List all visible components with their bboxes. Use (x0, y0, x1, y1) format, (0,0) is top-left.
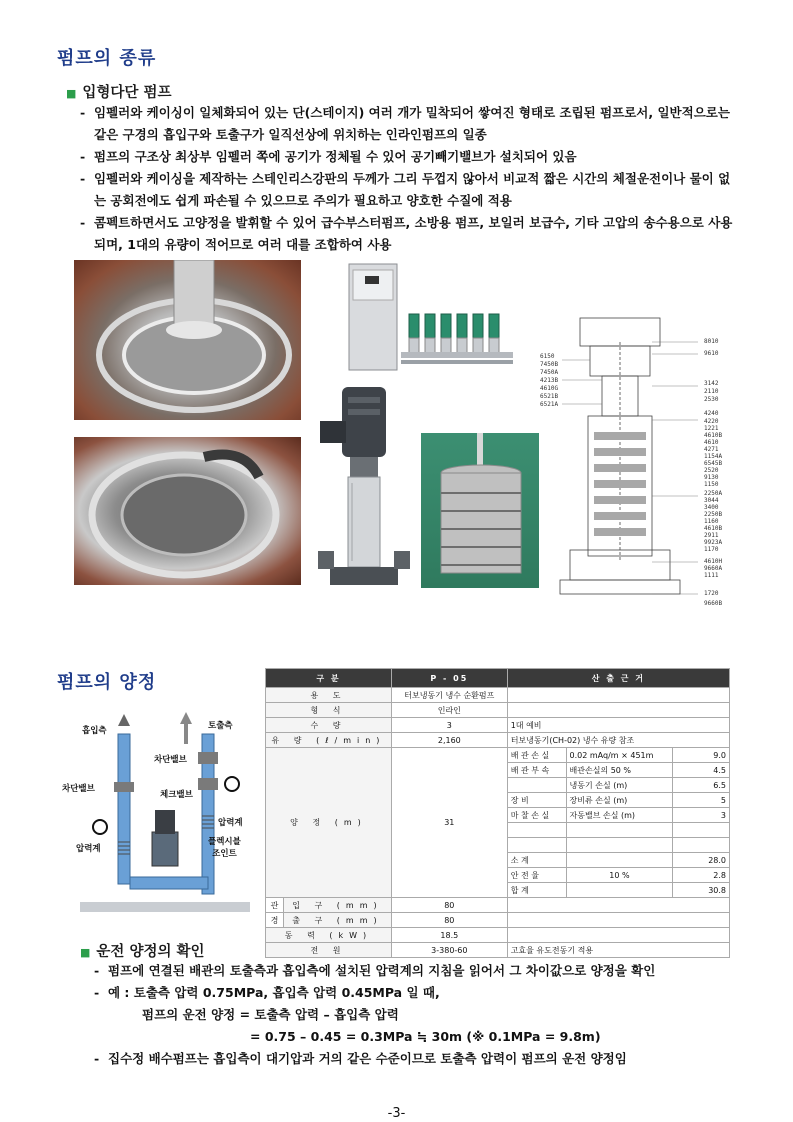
part-number-label: 4213B (540, 377, 559, 384)
stacked-impellers-drawing (421, 433, 539, 588)
table-row-head: 양 정 (m) 31 배 관 손 실 0.02 mAq/m × 451m 9.0 (266, 748, 730, 763)
bullet-item: - 임펠러와 케이싱이 일체화되어 있는 단(스테이지) 여러 개가 밀착되어 쌓여진 형태로 조립된 펌프로서, 일반적으로는 같은 구경의 흡입구와 토출구가 일직선상에 위치하는 인라인펌프의 일종 (80, 102, 740, 146)
table-row: 경 출 구 (mm) 80 (266, 913, 730, 928)
section-title-pump-types: 펌프의 종류 (57, 48, 157, 69)
formula-line: = 0.75 – 0.45 = 0.3MPa ≒ 30m (※ 0.1MPa = 9.8m) (250, 1029, 601, 1044)
subsection-label: 입형다단 펌프 (82, 85, 172, 101)
label-shutoff-valve-top: 차단밸브 (154, 755, 187, 765)
part-number-label: 2250B (704, 511, 723, 518)
label-flexible-joint: 플렉시블 조인트 (208, 837, 241, 859)
part-number-label: 9130 (704, 474, 719, 481)
booster-pump-set-photo (343, 262, 523, 377)
part-number-label: 6545B (704, 460, 723, 467)
pump-type-description (80, 102, 740, 256)
label-shutoff-valve-left: 차단밸브 (62, 784, 95, 794)
table-row: 합 계 30.8 (266, 883, 730, 898)
part-number-label: 4610G (540, 385, 559, 392)
table-row: 전 원 3-380-60 고효율 유도전동기 적용 (266, 943, 730, 958)
subsection-title-vertical-multistage (66, 81, 172, 102)
table-header-row (266, 669, 730, 688)
impeller-photo (74, 260, 301, 420)
vertical-pump-drawing (318, 383, 410, 591)
casing-photo-drawing (74, 437, 301, 585)
part-number-label: 4610H (704, 558, 723, 565)
part-number-label: 2250A (704, 490, 723, 497)
subsection-title-operating-head (80, 940, 205, 961)
table-row: 용 도 터보냉동기 냉수 순환펌프 (266, 688, 730, 703)
part-number-label: 3400 (704, 504, 719, 511)
part-number-label: 2911 (704, 532, 719, 539)
pump-spec-table (265, 668, 730, 958)
impeller-photo-drawing (74, 260, 301, 420)
part-number-label: 1150 (704, 481, 719, 488)
pump-installation-diagram (60, 712, 270, 917)
part-number-label: 9923A (704, 539, 723, 546)
part-number-label: 4610B (704, 432, 723, 439)
table-row: 형 식 인라인 (266, 703, 730, 718)
bullet-square-icon: ■ (66, 87, 77, 100)
part-number-label: 3044 (704, 497, 719, 504)
bullet-item: - 콤펙트하면서도 고양정을 발휘할 수 있어 급수부스터펌프, 소방용 펌프, 보일러 보급수, 기타 고압의 송수용으로 사용되며, 1대의 유량이 적어므로 여러 대를 조합하여 사용 (80, 212, 740, 256)
label-discharge-side: 토출측 (208, 721, 233, 731)
part-number-label: 4271 (704, 446, 719, 453)
header-pump-id: P - 05 (391, 669, 507, 688)
part-number-label: 4240 (704, 410, 719, 417)
section-title-pump-head: 펌프의 양정 (57, 672, 157, 693)
table-row: 장 비 장비류 손실 (m) 5 (266, 793, 730, 808)
label-gauge-right: 압력계 (218, 818, 243, 828)
table-row: 동 력 (kW) 18.5 (266, 928, 730, 943)
part-number-label: 6150 (540, 353, 555, 360)
table-row: 관 입 구 (mm) 80 (266, 898, 730, 913)
page-number: -3- (387, 1106, 406, 1121)
pump-sectional-drawing (540, 312, 740, 612)
part-number-label: 1221 (704, 425, 719, 432)
part-number-label: 2530 (704, 396, 719, 403)
bullet-item: - 펌프의 구조상 최상부 임펠러 쪽에 공기가 정체될 수 있어 공기빼기밸브가 설치되어 있음 (80, 146, 740, 168)
header-category: 구 분 (266, 669, 392, 688)
part-number-label: 3142 (704, 380, 719, 387)
vertical-multistage-pump-photo (318, 383, 410, 591)
label-suction-side: 흡입측 (82, 726, 107, 736)
part-number-label: 4610 (704, 439, 719, 446)
operating-head-description (94, 960, 754, 1070)
part-number-label: 1160 (704, 518, 719, 525)
part-number-label: 4220 (704, 418, 719, 425)
installation-diagram-svg (60, 712, 270, 917)
label-check-valve: 체크밸브 (160, 790, 193, 800)
part-number-label: 6521B (540, 393, 559, 400)
part-number-label: 4610B (704, 525, 723, 532)
part-number-label: 9660A (704, 565, 723, 572)
bullet-item: - 임펠러와 케이싱을 제작하는 스테인리스강판의 두께가 그리 두껍지 않아서 비교적 짧은 시간의 체절운전이나 물이 없는 공회전에도 쉽게 파손될 수 있으므로 주의가 필요하고 양호한 수질에 적용 (80, 168, 740, 212)
part-number-label: 2110 (704, 388, 719, 395)
bullet-item: - 집수정 배수펌프는 흡입측이 대기압과 거의 같은 수준이므로 토출측 압력이 펌프의 운전 양정임 (94, 1048, 754, 1070)
table-row: 안 전 율 10 % 2.8 (266, 868, 730, 883)
subsection-label: 운전 양정의 확인 (96, 944, 205, 960)
bullet-square-icon: ■ (80, 946, 91, 959)
part-number-label: 6521A (540, 401, 559, 408)
part-number-label: 7450B (540, 361, 559, 368)
part-number-label: 1111 (704, 572, 719, 579)
table-row: 유 량 (ℓ/min) 2,160 터보냉동기(CH-02) 냉수 유량 참조 (266, 733, 730, 748)
header-basis: 산 출 근 거 (507, 669, 729, 688)
table-row: 배 관 부 속 배관손실의 50 % 4.5 (266, 763, 730, 778)
table-row: 수 량 3 1대 예비 (266, 718, 730, 733)
table-row: 냉동기 손실 (m) 6.5 (266, 778, 730, 793)
label-gauge-left: 압력계 (76, 844, 101, 854)
part-number-label: 1170 (704, 546, 719, 553)
stacked-impellers-photo (421, 433, 539, 588)
part-number-label: 1154A (704, 453, 723, 460)
part-number-label: 1720 (704, 590, 719, 597)
formula-line: 펌프의 운전 양정 = 토출측 압력 – 흡입측 압력 (142, 1007, 399, 1022)
part-number-label: 7450A (540, 369, 559, 376)
part-number-label: 2520 (704, 467, 719, 474)
bullet-item: - 펌프에 연결된 배관의 토출측과 흡입측에 설치된 압력계의 지침을 읽어서 그 차이값으로 양정을 확인 (94, 960, 754, 982)
table-row: 마 찰 손 실 자동밸브 손실 (m) 3 (266, 808, 730, 823)
booster-set-drawing (343, 262, 523, 377)
part-number-label: 9610 (704, 350, 719, 357)
part-number-label: 9660B (704, 600, 723, 607)
casing-photo (74, 437, 301, 585)
part-number-label: 8010 (704, 338, 719, 345)
table-row: 소 계 28.0 (266, 853, 730, 868)
bullet-item: - 예 : 토출측 압력 0.75MPa, 흡입측 압력 0.45MPa 일 때, (94, 982, 754, 1004)
